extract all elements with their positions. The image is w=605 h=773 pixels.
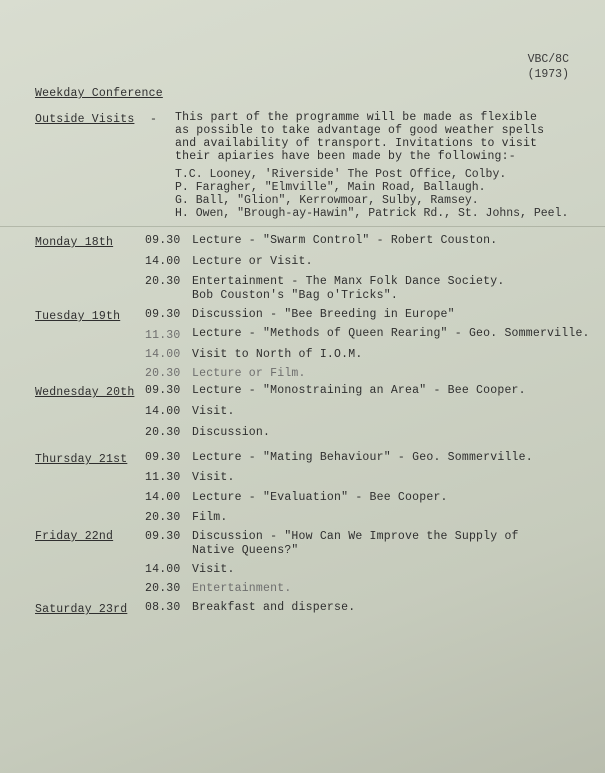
reference-year: (1973) xyxy=(527,68,569,81)
session-text: Visit. xyxy=(192,471,235,484)
session-text: Discussion - "How Can We Improve the Supply of xyxy=(192,530,519,543)
session-text: Lecture - "Monostraining an Area" - Bee Cooper. xyxy=(192,384,526,397)
session-time: 11.30 xyxy=(145,329,181,342)
session-text: Lecture - "Evaluation" - Bee Cooper. xyxy=(192,491,448,504)
day-friday: Friday 22nd xyxy=(35,530,114,543)
visitor-looney: T.C. Looney, 'Riverside' The Post Office, Colby. xyxy=(175,168,507,181)
session-time: 09.30 xyxy=(145,234,181,247)
session-text: Breakfast and disperse. xyxy=(192,601,356,614)
day-tuesday: Tuesday 19th xyxy=(35,310,121,323)
session-time: 20.30 xyxy=(145,511,181,524)
visitor-ball: G. Ball, "Glion", Kerrowmoar, Sulby, Ramsey. xyxy=(175,194,479,207)
session-text: Entertainment - The Manx Folk Dance Society. xyxy=(192,275,505,288)
session-time: 20.30 xyxy=(145,426,181,439)
session-text: Visit. xyxy=(192,405,235,418)
session-time: 14.00 xyxy=(145,255,181,268)
session-time: 20.30 xyxy=(145,367,181,380)
session-text: Entertainment. xyxy=(192,582,292,595)
session-time: 09.30 xyxy=(145,384,181,397)
outside-visits-text-3: and availability of transport. Invitations to visit xyxy=(175,137,538,150)
outside-visits-label: Outside Visits xyxy=(35,113,135,126)
day-monday: Monday 18th xyxy=(35,236,114,249)
session-time: 14.00 xyxy=(145,405,181,418)
visitor-owen: H. Owen, "Brough-ay-Hawin", Patrick Rd., St. Johns, Peel. xyxy=(175,207,569,220)
session-time: 09.30 xyxy=(145,530,181,543)
document-reference xyxy=(528,52,569,82)
session-text: Discussion. xyxy=(192,426,271,439)
outside-visits-text-4: their apiaries have been made by the following:- xyxy=(175,150,516,163)
session-time: 08.30 xyxy=(145,601,181,614)
reference-code: VBC/8C xyxy=(527,53,569,66)
day-saturday: Saturday 23rd xyxy=(35,603,128,616)
outside-visits-dash: - xyxy=(150,113,157,126)
session-time: 20.30 xyxy=(145,582,181,595)
session-time: 11.30 xyxy=(145,471,181,484)
day-wednesday: Wednesday 20th xyxy=(35,386,135,399)
session-text: Lecture - "Mating Behaviour" - Geo. Sommerville. xyxy=(192,451,533,464)
session-time: 20.30 xyxy=(145,275,181,288)
session-time: 09.30 xyxy=(145,451,181,464)
outside-visits-text-2: as possible to take advantage of good weather spells xyxy=(175,124,545,137)
session-text: Discussion - "Bee Breeding in Europe" xyxy=(192,308,455,321)
session-text: Film. xyxy=(192,511,228,524)
session-text: Visit to North of I.O.M. xyxy=(192,348,363,361)
session-text: Bob Couston's "Bag o'Tricks". xyxy=(192,289,398,302)
session-time: 14.00 xyxy=(145,491,181,504)
conference-heading: Weekday Conference xyxy=(35,87,163,100)
visitor-faragher: P. Faragher, "Elmville", Main Road, Ballaugh. xyxy=(175,181,486,194)
session-time: 14.00 xyxy=(145,348,181,361)
session-time: 09.30 xyxy=(145,308,181,321)
day-thursday: Thursday 21st xyxy=(35,453,128,466)
paper-fold-line xyxy=(0,226,605,227)
session-text: Lecture - "Swarm Control" - Robert Couston. xyxy=(192,234,498,247)
session-time: 14.00 xyxy=(145,563,181,576)
outside-visits-text-1: This part of the programme will be made as flexible xyxy=(175,111,538,124)
session-text: Lecture or Film. xyxy=(192,367,306,380)
session-text: Native Queens?" xyxy=(192,544,299,557)
session-text: Lecture - "Methods of Queen Rearing" - Geo. Sommerville. xyxy=(192,327,590,340)
session-text: Lecture or Visit. xyxy=(192,255,313,268)
session-text: Visit. xyxy=(192,563,235,576)
